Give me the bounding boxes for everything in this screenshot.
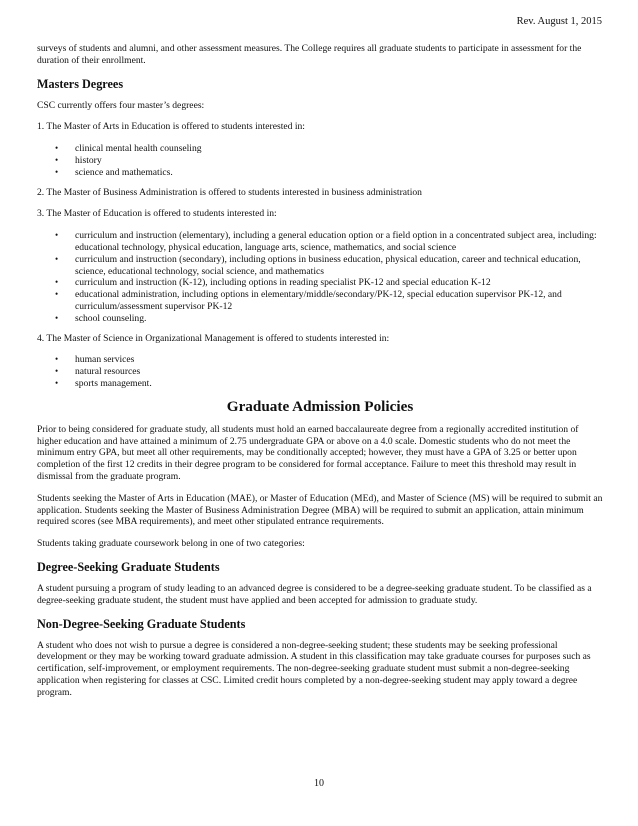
non-degree-heading: Non-Degree-Seeking Graduate Students — [37, 616, 246, 631]
list-item: • educational administration, including options in elementary/middle/secondary/PK-12, special education supervisor PK-12, and curriculum/assessment supervisor PK-12 — [55, 289, 562, 312]
degree-4-text: 4. The Master of Science in Organizational Management is offered to students interested in: — [37, 332, 390, 344]
non-degree-paragraph: A student who does not wish to pursue a degree is considered a non-degree-seeking student; these students may be seeking professional development or they may be working toward graduate admission. A student in this classification may take graduate courses for purposes such as certification, self-improvement, or employment requirements. The non-degree-seeking graduate student must submit a non-degree-seeking application when registering for classes at CSC. Limited credit hours completed by a non-degree-seeking student may apply toward a degree program. — [37, 639, 591, 698]
bullet-icon: • — [55, 166, 59, 177]
bullet-icon: • — [55, 143, 59, 154]
degree-1-text: 1. The Master of Arts in Education is offered to students interested in: — [37, 121, 305, 133]
list-item: • sports management. — [55, 377, 152, 389]
admission-heading: Graduate Admission Policies — [226, 397, 414, 415]
bullet-icon: • — [55, 230, 59, 241]
list-item: • curriculum and instruction (elementary), including a general education option or a field option in a concentrated subject area, including: educational technology, physical education, language arts, science, mathematics, and social science — [55, 230, 597, 253]
list-item: • natural resources — [55, 366, 141, 378]
page-number: 10 — [314, 778, 324, 789]
bullet-icon: • — [55, 154, 59, 165]
bullet-icon: • — [55, 354, 59, 365]
admission-paragraph-2: Students seeking the Master of Arts in Education (MAE), or Master of Education (MEd), and Master of Science (MS) will be required to submit an application. Students seeking the Master of Business Administration Degree (MBA) will be required to submit an application, attain minimum required scores (see MBA requirements), and meet other stipulated entrance requirements. — [37, 492, 603, 528]
bullet-icon: • — [55, 366, 59, 377]
degree-seeking-heading: Degree-Seeking Graduate Students — [37, 559, 220, 574]
bullet-icon: • — [55, 253, 59, 264]
degree-4-list — [37, 354, 603, 389]
degree-seeking-paragraph: A student pursuing a program of study leading to an advanced degree is considered to be a degree-seeking graduate student. To be classified as a degree-seeking graduate student, the student must have applied and been accepted for admission to graduate study. — [37, 582, 592, 606]
degree-3-text: 3. The Master of Education is offered to students interested in: — [37, 208, 277, 220]
bullet-icon: • — [55, 277, 59, 288]
list-item: • school counseling. — [55, 312, 147, 324]
intro-paragraph: surveys of students and alumni, and other assessment measures. The College requires all graduate students to participate in assessment for the duration of their enrollment. — [37, 43, 582, 66]
revision-date: Rev. August 1, 2015 — [516, 16, 602, 27]
masters-lead: CSC currently offers four master’s degrees: — [37, 99, 205, 111]
degree-2-text: 2. The Master of Business Administration is offered to students interested in business administration — [37, 186, 422, 198]
page-content — [37, 43, 603, 698]
list-item: • history — [55, 154, 102, 166]
masters-heading: Masters Degrees — [37, 76, 124, 91]
degree-1-list — [37, 143, 603, 178]
bullet-icon: • — [55, 312, 59, 323]
admission-paragraph-1: Prior to being considered for graduate study, all students must hold an earned baccalaureate degree from a regionally accredited institution of higher education and have attained a minimum of 2.75 undergraduate GPA or above on a 4.0 scale. Domestic students who do not meet the minimum entry GPA, but meet all other requirements, may be conditionally accepted; however, they must have a GPA of 3.25 or better upon completion of the first 12 credits in their degree program to be considered for formal acceptance. Failure to meet this threshold may result in dismissal from the graduate program. — [37, 423, 579, 482]
degree-3-list — [37, 230, 603, 324]
admission-paragraph-3: Students taking graduate coursework belong in one of two categories: — [37, 538, 305, 550]
bullet-icon: • — [55, 377, 59, 388]
list-item: • curriculum and instruction (K-12), including options in reading specialist PK-12 and special education K-12 — [55, 277, 491, 289]
bullet-icon: • — [55, 289, 59, 300]
list-item: • curriculum and instruction (secondary), including options in business education, physical education, career and technical education, science, educational technology, social science, and mathematics — [55, 253, 581, 277]
list-item: • science and mathematics. — [55, 166, 173, 178]
list-item: • human services — [55, 354, 135, 366]
list-item: • clinical mental health counseling — [55, 143, 202, 155]
